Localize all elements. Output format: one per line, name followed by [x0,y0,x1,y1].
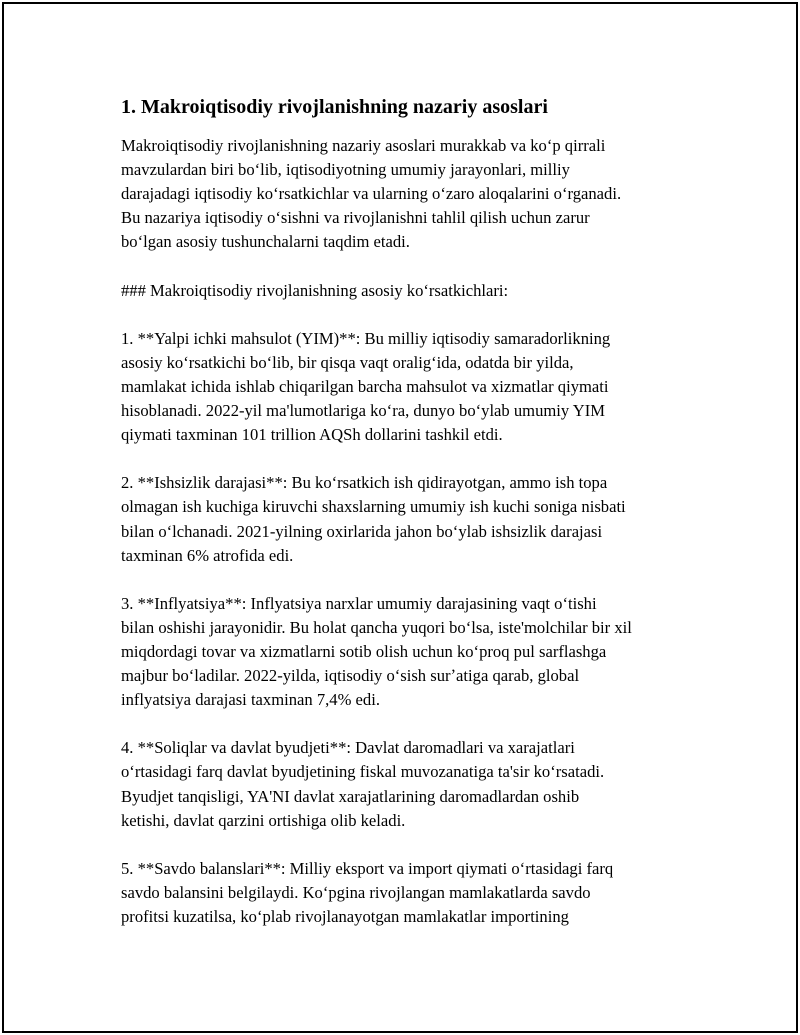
trade-balance-paragraph [121,857,701,929]
text-line: inflyatsiya darajasi taxminan 7,4% edi. [121,690,380,710]
inflation-paragraph [121,592,701,712]
text-line: ### Makroiqtisodiy rivojlanishning asosiy koʻrsatkichlari: [121,280,509,300]
text-line: majbur boʻladilar. 2022-yilda, iqtisodiy oʻsish surʼatiga qarab, global [121,666,580,686]
document-page [2,2,798,1033]
text-line: qiymati taxminan 101 trillion AQSh dollarini tashkil etdi. [121,425,503,445]
text-line: hisoblanadi. 2022-yil ma'lumotlariga koʻra, dunyo boʻylab umumiy YIM [121,401,605,421]
text-line: Byudjet tanqisligi, YA'NI davlat xarajatlarining daromadlardan oshib [121,786,580,806]
text-line: bilan oʻlchanadi. 2021-yilning oxirlarida jahon boʻylab ishsizlik darajasi [121,521,603,541]
text-line: Makroiqtisodiy rivojlanishning nazariy asoslari murakkab va koʻp qirrali [121,136,606,155]
text-line: miqdordagi tovar va xizmatlarni sotib olish uchun koʻproq pul sarflashga [121,641,607,661]
budget-paragraph [121,736,701,832]
text-line: profitsi kuzatilsa, koʻplab rivojlanayotgan mamlakatlar importining [121,907,569,926]
text-line: taxminan 6% atrofida edi. [121,545,294,565]
text-line: darajadagi iqtisodiy koʻrsatkichlar va ularning oʻzaro aloqalarini oʻrganadi. [121,184,622,204]
text-line: Bu nazariya iqtisodiy oʻsishni va rivojlanishni tahlil qilish uchun zarur [121,208,590,228]
intro-paragraph [121,134,701,254]
gdp-paragraph [121,327,701,447]
text-line: 1. **Yalpi ichki mahsulot (YIM)**: Bu milliy iqtisodiy samaradorlikning [121,328,611,348]
unemployment-paragraph [121,471,701,567]
text-line: 5. **Savdo balanslari**: Milliy eksport va import qiymati oʻrtasidagi farq [121,858,614,878]
text-line: oʻrtasidagi farq davlat byudjetining fiskal muvozanatiga ta'sir koʻrsatadi. [121,762,605,782]
text-line: asosiy koʻrsatkichi boʻlib, bir qisqa vaqt oraligʻida, odatda bir yilda, [121,352,574,372]
text-line: 2. **Ishsizlik darajasi**: Bu koʻrsatkich ish qidirayotgan, ammo ish topa [121,473,608,493]
text-line: 4. **Soliqlar va davlat byudjeti**: Davlat daromadlari va xarajatlari [121,738,575,758]
document-body [121,94,701,929]
text-line: 3. **Inflyatsiya**: Inflyatsiya narxlar umumiy darajasining vaqt oʻtishi [121,593,597,613]
section-heading: 1. Makroiqtisodiy rivojlanishning nazariy asoslari [121,96,548,118]
text-line: bilan oshishi jarayonidir. Bu holat qancha yuqori boʻlsa, iste'molchilar bir xil [121,617,632,637]
text-line: ketishi, davlat qarzini ortishiga olib keladi. [121,810,406,830]
text-line: mavzulardan biri boʻlib, iqtisodiyotning umumiy jarayonlari, milliy [121,160,570,180]
text-line: mamlakat ichida ishlab chiqarilgan barcha mahsulot va xizmatlar qiymati [121,376,609,396]
text-line: boʻlgan asosiy tushunchalarni taqdim etadi. [121,232,410,252]
text-line: olmagan ish kuchiga kiruvchi shaxslarning umumiy ish kuchi soniga nisbati [121,497,626,517]
subheading-paragraph [121,279,701,303]
text-line: savdo balansini belgilaydi. Koʻpgina rivojlangan mamlakatlarda savdo [121,882,591,902]
